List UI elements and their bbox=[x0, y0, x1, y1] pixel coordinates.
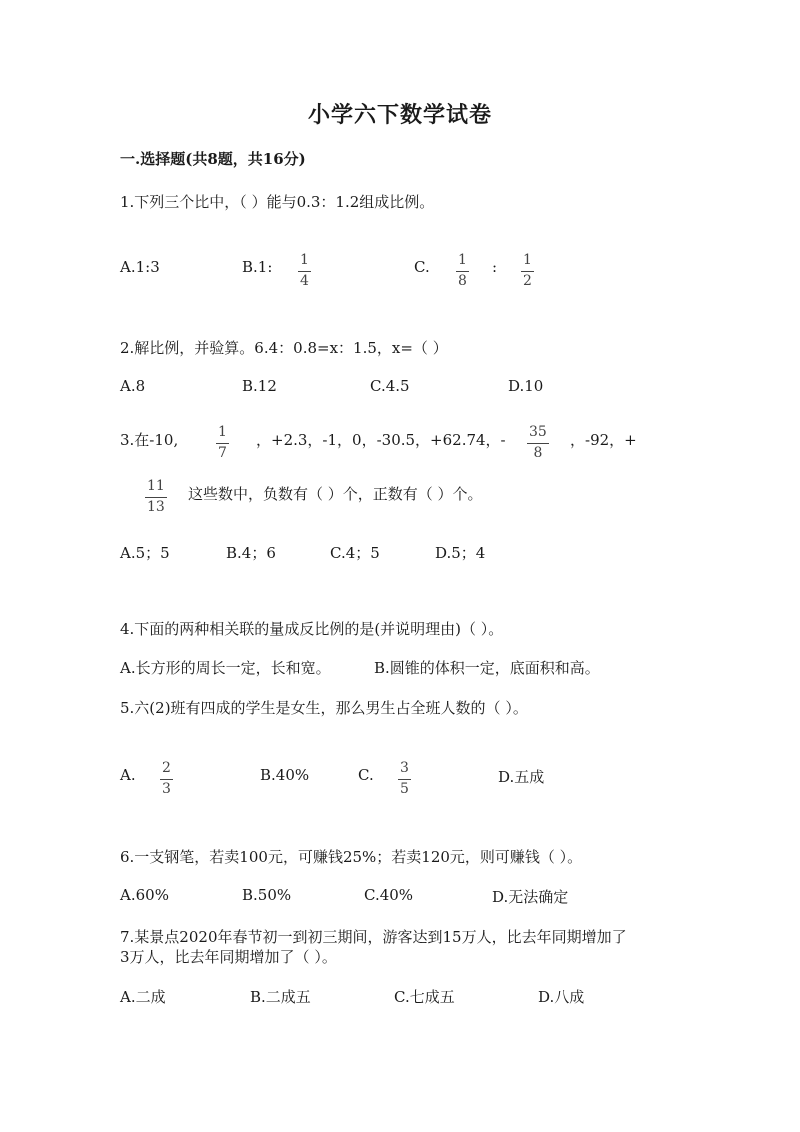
q1-option-b-fraction bbox=[298, 252, 311, 290]
fraction-numerator: 1 bbox=[458, 252, 467, 268]
fraction-denominator: 8 bbox=[533, 445, 543, 461]
fraction-bar bbox=[298, 271, 311, 272]
fraction-denominator: 4 bbox=[300, 273, 309, 289]
question-3-middle: ，+2.3，-1，0，-30.5，+62.74，- bbox=[256, 431, 506, 449]
q7-option-d[interactable]: D.八成 bbox=[538, 988, 585, 1006]
fraction-denominator: 13 bbox=[147, 499, 165, 515]
q7-option-c[interactable]: C.七成五 bbox=[394, 988, 455, 1006]
question-5: 5.六(2)班有四成的学生是女生，那么男生占全班人数的（ ）。 bbox=[120, 699, 528, 717]
q1-option-c-fraction-1 bbox=[456, 252, 469, 290]
fraction-numerator: 1 bbox=[523, 252, 532, 268]
question-7-line-1: 7.某景点2020年春节初一到初三期间，游客达到15万人，比去年同期增加了 bbox=[120, 928, 627, 946]
fraction-bar bbox=[521, 271, 534, 272]
q3-fraction-1 bbox=[216, 424, 229, 462]
fraction-denominator: 5 bbox=[400, 781, 409, 797]
q5-option-a[interactable]: A. bbox=[120, 766, 136, 784]
fraction-bar bbox=[145, 497, 167, 498]
q3-fraction-2 bbox=[527, 424, 549, 462]
fraction-bar bbox=[398, 779, 411, 780]
section-header: 一.选择题(共8题，共16分) bbox=[120, 150, 306, 168]
question-3-suffix: ，-92，+ bbox=[570, 431, 637, 449]
fraction-denominator: 8 bbox=[458, 273, 467, 289]
q3-option-b[interactable]: B.4；6 bbox=[226, 544, 276, 562]
question-3-prefix: 3.在-10, bbox=[120, 431, 179, 449]
question-4: 4.下面的两种相关联的量成反比例的是(并说明理由)（ ）。 bbox=[120, 620, 504, 638]
q1-option-c-fraction-2 bbox=[521, 252, 534, 290]
q4-option-a[interactable]: A.长方形的周长一定，长和宽。 bbox=[120, 659, 331, 677]
question-7-line-2: 3万人，比去年同期增加了（ ）。 bbox=[120, 948, 337, 966]
page-title: 小学六下数学试卷 bbox=[307, 102, 492, 128]
q5-option-a-fraction bbox=[160, 760, 173, 798]
q5-option-c-fraction bbox=[398, 760, 411, 798]
q3-option-d[interactable]: D.5；4 bbox=[435, 544, 486, 562]
fraction-bar bbox=[456, 271, 469, 272]
q1-option-a[interactable]: A.1:3 bbox=[120, 258, 160, 276]
fraction-numerator: 1 bbox=[300, 252, 309, 268]
fraction-denominator: 3 bbox=[162, 781, 171, 797]
fraction-denominator: 7 bbox=[218, 445, 227, 461]
q5-option-c[interactable]: C. bbox=[358, 766, 374, 784]
fraction-bar bbox=[216, 443, 229, 444]
fraction-denominator: 2 bbox=[523, 273, 532, 289]
question-2: 2.解比例，并验算。6.4：0.8=x：1.5，x=（ ） bbox=[120, 339, 448, 357]
ratio-colon: : bbox=[492, 258, 498, 276]
q4-option-b[interactable]: B.圆锥的体积一定，底面积和高。 bbox=[374, 659, 600, 677]
question-3-line-2: 这些数中，负数有（ ）个，正数有（ ）个。 bbox=[188, 485, 483, 503]
q3-option-c[interactable]: C.4；5 bbox=[330, 544, 380, 562]
q6-option-c[interactable]: C.40% bbox=[364, 886, 414, 904]
fraction-bar bbox=[527, 443, 549, 444]
q2-option-b[interactable]: B.12 bbox=[242, 377, 277, 395]
q6-option-a[interactable]: A.60% bbox=[120, 886, 169, 904]
question-1: 1.下列三个比中，（ ）能与0.3：1.2组成比例。 bbox=[120, 193, 435, 211]
q5-option-b[interactable]: B.40% bbox=[260, 766, 310, 784]
q3-option-a[interactable]: A.5；5 bbox=[120, 544, 170, 562]
q1-option-b[interactable]: B.1: bbox=[242, 258, 273, 276]
fraction-numerator: 1 bbox=[218, 424, 227, 440]
fraction-numerator: 2 bbox=[162, 760, 171, 776]
fraction-bar bbox=[160, 779, 173, 780]
question-6: 6.一支钢笔，若卖100元，可赚钱25%；若卖120元，则可赚钱（ ）。 bbox=[120, 848, 583, 866]
q2-option-a[interactable]: A.8 bbox=[120, 377, 146, 395]
q5-option-d[interactable]: D.五成 bbox=[498, 768, 545, 786]
fraction-numerator: 35 bbox=[529, 424, 547, 440]
q2-option-d[interactable]: D.10 bbox=[508, 377, 544, 395]
q2-option-c[interactable]: C.4.5 bbox=[370, 377, 410, 395]
q3-fraction-3 bbox=[145, 478, 167, 516]
q1-option-c[interactable]: C. bbox=[414, 258, 430, 276]
fraction-numerator: 3 bbox=[400, 760, 409, 776]
q7-option-a[interactable]: A.二成 bbox=[120, 988, 166, 1006]
q7-option-b[interactable]: B.二成五 bbox=[250, 988, 311, 1006]
q6-option-d[interactable]: D.无法确定 bbox=[492, 888, 569, 906]
fraction-numerator: 11 bbox=[147, 478, 165, 494]
q6-option-b[interactable]: B.50% bbox=[242, 886, 292, 904]
